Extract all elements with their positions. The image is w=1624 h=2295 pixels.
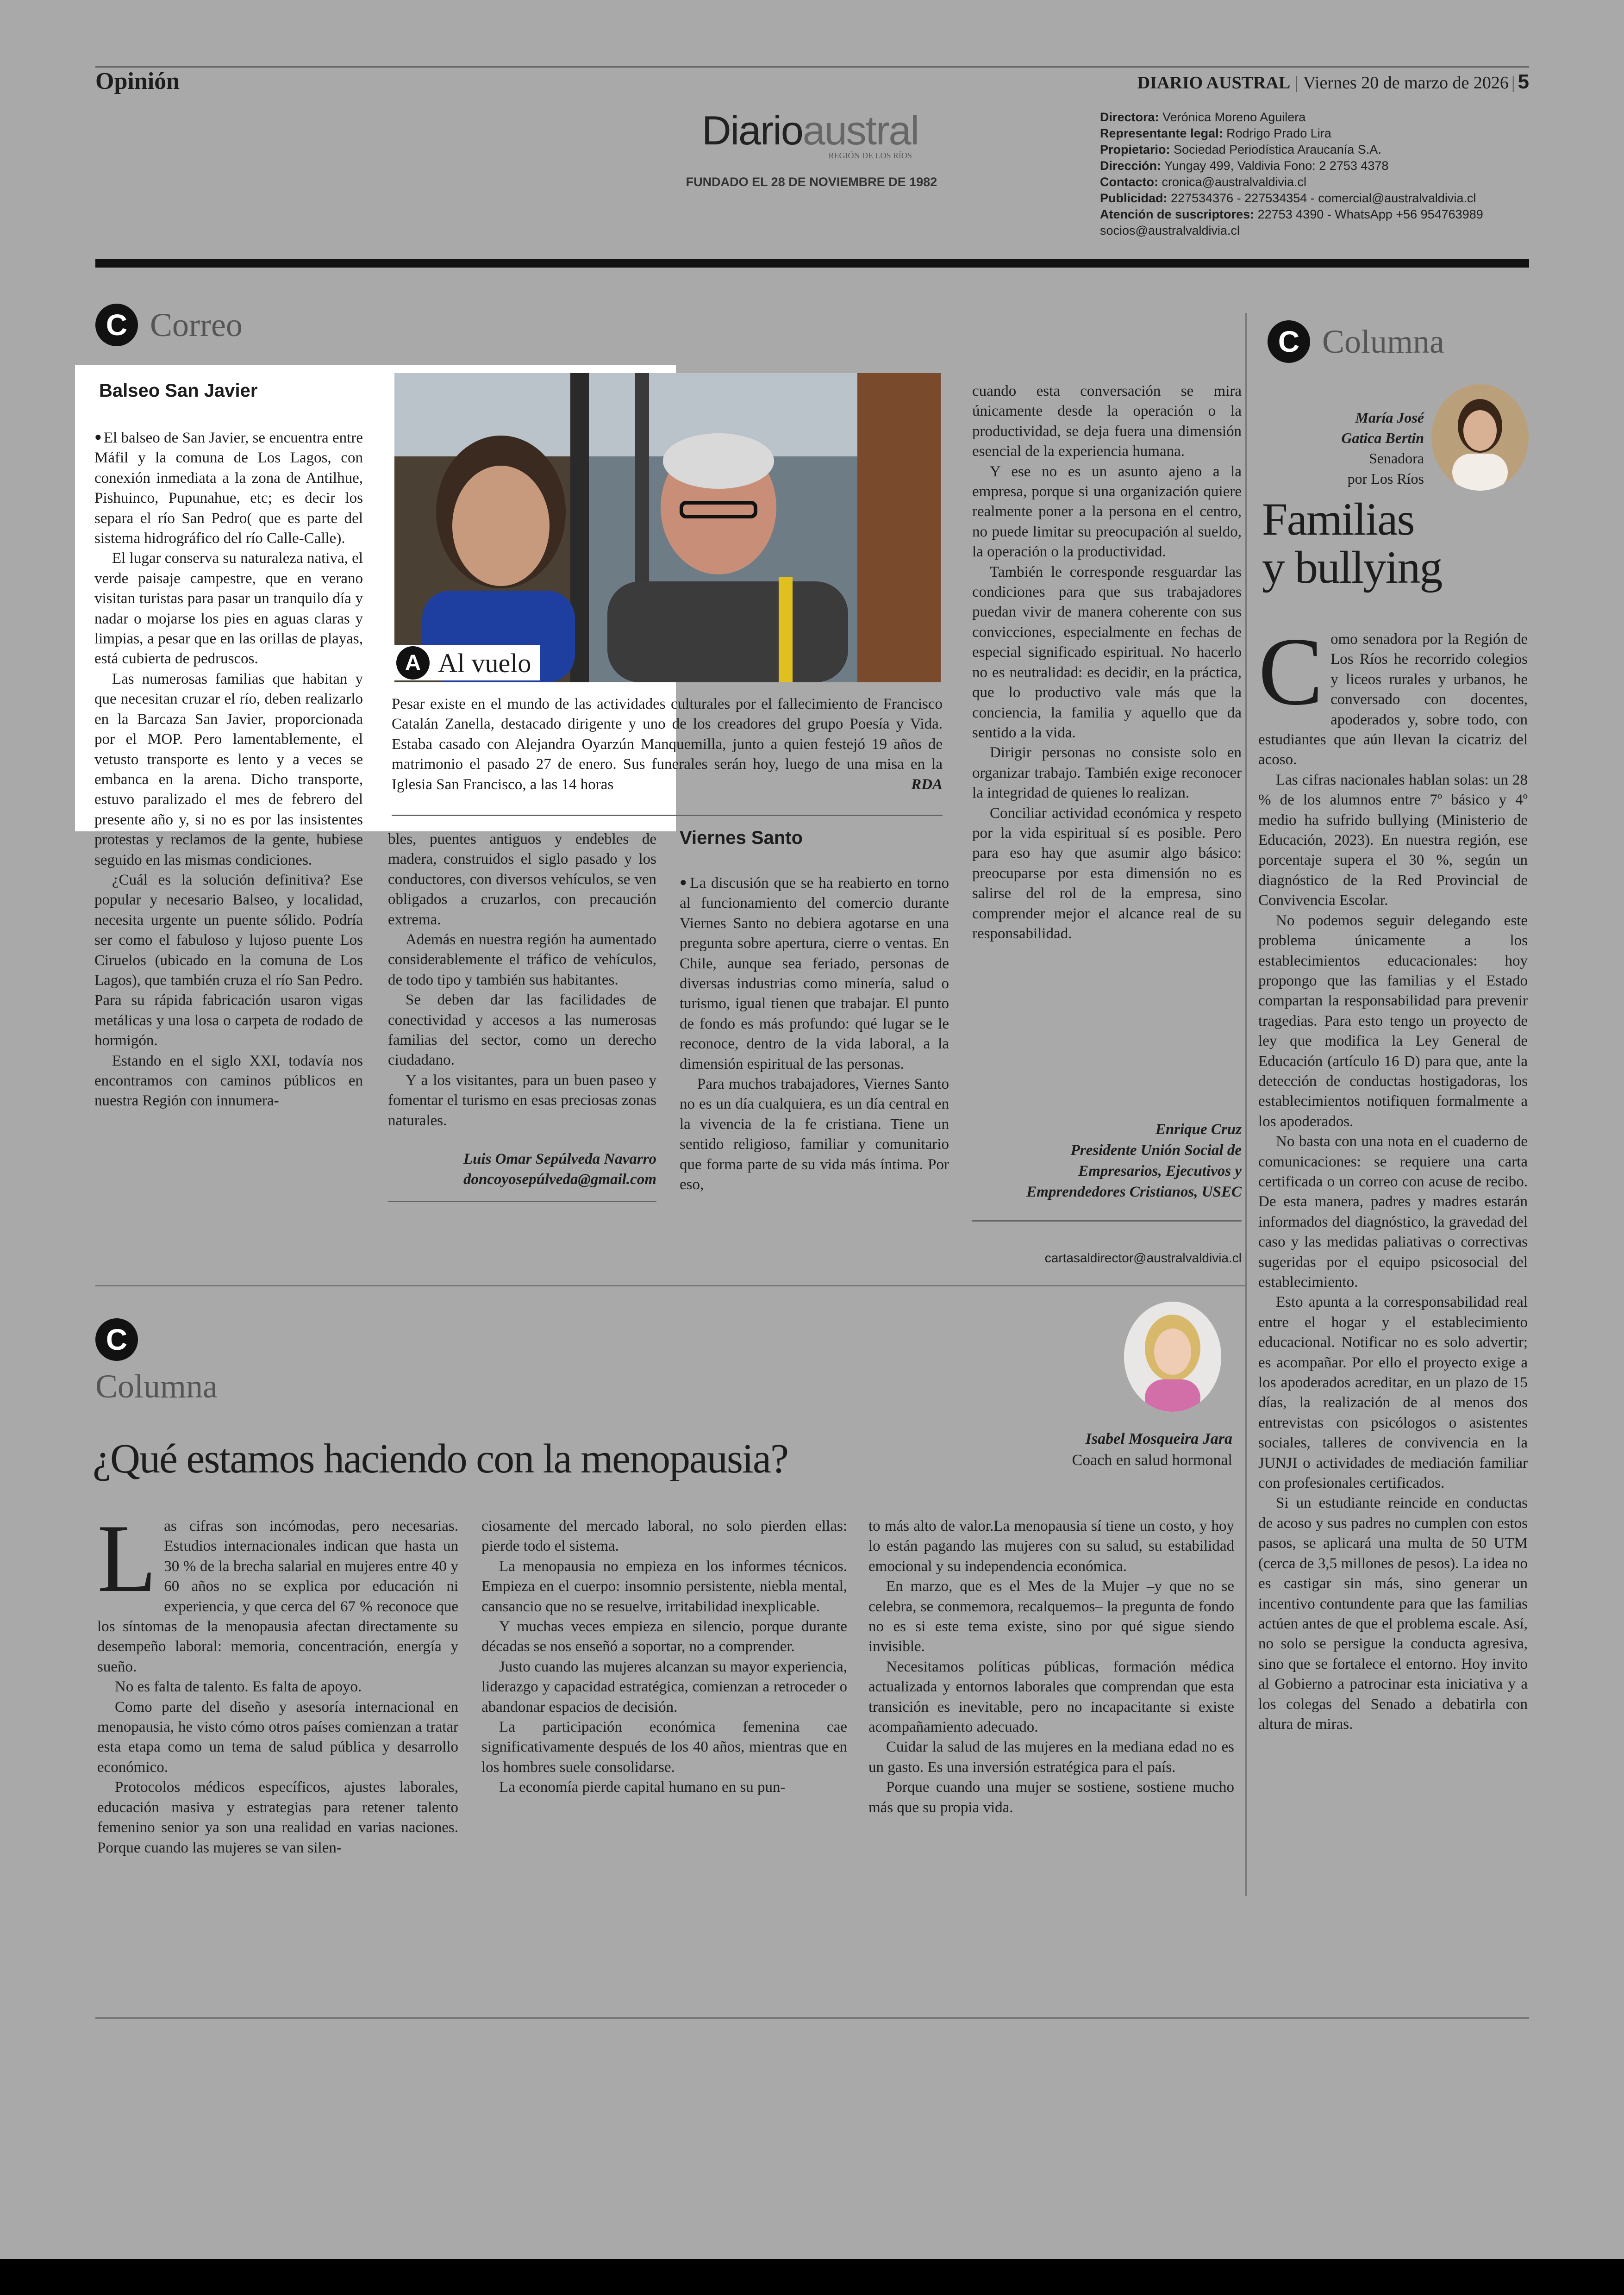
signature-rule [388, 1201, 656, 1202]
paragraph: Además en nuestra región ha aumentado considerablemente el tráfico de vehículos, de todo tipo y también sus habitantes. [388, 931, 656, 988]
bottom-col-2 [481, 1516, 847, 1798]
bottom-columna-head [95, 1318, 218, 1406]
letter-signature: Luis Omar Sepúlveda Navarro [463, 1151, 656, 1168]
paragraph: Cuidar la salud de las mujeres en la mediana edad no es un gasto. Es una inversión estratégica para el país. [868, 1739, 1234, 1776]
drop-cap: C [1258, 618, 1324, 725]
author-box [926, 1428, 1232, 1471]
paragraph: También le corresponde resguardar las condiciones para que sus trabajadores puedan vivir de manera coherente con sus convicciones, especialmente en fechas de especial significado espiritual. No hacerlo no es neutralidad: es decidir, en la práctica, que lo productivo vale más que la conciencia, la familia y aquello que da sentido a la vida. [972, 563, 1242, 741]
issue-date: Viernes 20 de marzo de 2026 [1303, 73, 1509, 93]
paragraph: Necesitamos políticas públicas, formación médica actualizada y entornos laborales que comprendan que esta transición es inevitable, pero no incapacitante si existe acompañamiento adecuado. [868, 1658, 1234, 1736]
drop-cap: L [97, 1505, 157, 1612]
paragraph: Conciliar actividad económica y respeto por la vida espiritual sí es posible. Pero para eso hay que asumir algo básico: preocuparse por esta dimensión no es salirse del rol de la empresa, sino comprender mejor el alcance real de su responsabilidad. [972, 804, 1242, 942]
column-title: ¿Qué estamos haciendo con la menopausia? [93, 1436, 788, 1482]
column-title [1262, 495, 1530, 592]
staff-line: Propietario: Sociedad Periodística Araucanía S.A. [1100, 143, 1381, 156]
author-name: María José [1355, 409, 1424, 426]
section-label: Correo [150, 306, 243, 343]
author-initials: RDA [911, 776, 943, 793]
section-badge: C [95, 304, 138, 346]
section-rule [95, 1285, 1246, 1286]
letter-1-col-2 [388, 829, 656, 1202]
column-divider [1245, 313, 1247, 1896]
al-vuelo-label-box [394, 645, 540, 680]
letter-title: Balseo San Javier [99, 380, 258, 401]
paragraph: Se deben dar las facilidades de conectividad y accesos a las numerosas familias del sector, como un derecho ciudadano. [388, 992, 656, 1069]
paragraph: ¿Cuál es la solución definitiva? Ese popular y necesario Balseo, y localidad, necesita urgente un puente sólido. Podría ser como el fabuloso y lujoso puente Los Ciruelos (ubicado en la comuna de Los Lagos), que también cruza el río San Pedro. Para su rápida fabricación usaron vigas metálicas y una losa o carpeta de rodado de hormigón. [94, 871, 363, 1049]
right-columna-head [1268, 320, 1444, 363]
contact-email: cartasaldirector@australvaldivia.cl [1044, 1251, 1242, 1265]
signature-line: Emprendedores Cristianos, USEC [1026, 1184, 1242, 1200]
paragraph: Pesar existe en el mundo de las actividades culturales por el fallecimiento de Francisco Catalán Zanella, destacado dirigente y uno de los creadores del grupo Poesía y Vida. Estaba casado con Alejandra Oyarzún Manquemilla, junto a quien festejó 19 años de matrimonio el pasado 27 de enero. Sus funerales serán hoy, luego de una misa en la Iglesia San Francisco, a las 14 horas RDA [392, 694, 943, 795]
paragraph: Como parte del diseño y asesoría internacional en menopausia, he visto cómo otros países comienzan a tratar esta etapa como un tema de salud pública y desarrollo económico. [97, 1698, 458, 1776]
paragraph: Y a los visitantes, para un buen paseo y fomentar el turismo en esas preciosas zonas naturales. [388, 1072, 656, 1129]
author-role: por Los Ríos [1347, 470, 1424, 487]
letter-1-col-1 [94, 427, 363, 1111]
bottom-col-3 [868, 1516, 1234, 1818]
letter-title: Viernes Santo [680, 828, 803, 848]
logo-word-light: austral [802, 107, 918, 153]
al-vuelo-badge: A [396, 646, 430, 680]
signature-line: Empresarios, Ejecutivos y [1078, 1163, 1242, 1179]
paragraph: El lugar conserva su naturaleza nativa, el verde paisaje campestre, que en verano visitan turistas para pasar un tranquilo día y nadar o mojarse los pies en aguas claras y limpias, a pesar que en las orillas de playas, está cubierta de pedruscos. [94, 550, 363, 667]
author-role: Senadora [1368, 450, 1424, 467]
title-line: y bullying [1262, 542, 1442, 593]
contact-rule [972, 1220, 1242, 1222]
letter-2-col-2 [972, 381, 1242, 944]
staff-box [1100, 109, 1517, 239]
author-name: Isabel Mosqueira Jara [1085, 1430, 1232, 1447]
avatar-illustration [1124, 1302, 1221, 1412]
al-vuelo-photo [394, 373, 941, 682]
author-avatar [1431, 384, 1529, 491]
author-name: Gatica Bertin [1341, 430, 1424, 446]
avatar-illustration [1431, 384, 1529, 491]
bottom-black-bar [0, 2259, 1624, 2295]
paragraph: La participación económica femenina cae significativamente después de los 40 años, mientras que en los hombres suele consolidarse. [481, 1719, 847, 1776]
paragraph: ● La discusión que se ha reabierto en torno al funcionamiento del comercio durante Viernes Santo no debiera agotarse en una pregunta sobre apertura, cierre o ventas. En Chile, aunque sea feriado, personas de diversas industrias como minería, salud o turismo, igual tienen que trabajar. El punto de fondo es más profundo: qué lugar se le reconoce, dentro de la vida laboral, a la dimensión espiritual de las personas. [680, 872, 949, 1074]
footer-rule [95, 2017, 1529, 2019]
staff-line: Representante legal: Rodrigo Prado Lira [1100, 126, 1331, 140]
letter-2-col-1 [680, 872, 949, 1195]
paragraph: Las cifras son incómodas, pero necesarias. Estudios internacionales indican que hasta un 30 % de la brecha salarial en mujeres entre 40 y 60 años no se explica por educación ni experiencia, y que cerca del 67 % reconoce que los síntomas de la menopausia afectan directamente su desempeño laboral: memoria, concentración, energía y sueño. [97, 1505, 458, 1675]
section-badge: C [95, 1318, 138, 1361]
paragraph: ciosamente del mercado laboral, no solo pierden ellas: pierde todo el sistema. [481, 1518, 847, 1555]
section-label: Columna [1322, 323, 1444, 360]
paragraph: Las cifras nacionales hablan solas: un 28 % de los alumnos entre 7º básico y 4º medio ha sufrido bullying (Ministerio de Educación, 2023). En nuestra región, ese porcentaje supera el 30 %, según un diagnóstico de la Red Provincial de Convivencia Escolar. [1258, 771, 1528, 909]
al-vuelo-label: Al vuelo [438, 648, 531, 678]
page-number: 5 [1518, 70, 1529, 93]
paragraph: No es falta de talento. Es falta de apoyo. [115, 1678, 362, 1696]
staff-line: Publicidad: 227534376 - 227534354 - comercial@australvaldivia.cl [1100, 191, 1476, 205]
masthead-name: DIARIO AUSTRAL [1137, 73, 1291, 93]
staff-line: Dirección: Yungay 499, Valdivia Fono: 2 2753 4378 [1100, 159, 1389, 173]
paragraph: ● El balseo de San Javier, se encuentra entre Máfil y la comuna de Los Lagos, con conexión inmediata a la zona de Antilhue, Pishuinco, Pupunahue, etc; es decir los separa el río San Pedro( que es parte del sistema hidrográfico del río Calle-Calle). [94, 427, 363, 549]
staff-line: Directora: Verónica Moreno Aguilera [1100, 110, 1306, 124]
right-column-body [1258, 618, 1528, 1734]
header-thick-rule [95, 259, 1529, 268]
paragraph: Y muchas veces empieza en silencio, porque durante décadas se nos enseñó a soportar, no a comprender. [481, 1618, 847, 1655]
section-name: Opinión [95, 68, 180, 94]
paragraph: Si un estudiante reincide en conductas de acoso y sus padres no cumplen con estos pasos, se aplicará una multa de 50 UTM (cerca de 3,5 millones de pesos). La idea no es castigar sin más, sino generar un incentivo contundente para que las familias actúen antes de que el problema escale. Así, no solo se persigue la conducta agresiva, sino que se fortalece el entorno. Hoy invito al Gobierno a patrocinar esta iniciativa y a los colegas del Senado a debatirla con altura de miras. [1258, 1495, 1528, 1733]
paragraph: Y ese no es un asunto ajeno a la empresa, porque si una organización quiere realmente poner a la persona en el centro, no puede limitar su preocupación al sueldo, la operación o la productividad. [972, 463, 1242, 561]
author-box [1305, 407, 1424, 489]
staff-line: socios@australvaldivia.cl [1100, 224, 1240, 237]
paragraph: Las numerosas familias que habitan y que necesitan cruzar el río, deben realizarlo en la Barcaza San Javier, proporcionada por el MOP. Pero lamentablemente, el vetusto transporte es lento y a veces se embanca en la arena. Dicho transporte, estuvo paralizado el mes de febrero del presente año y, si no es por las insistentes protestas y reclamos de la gente, hubiese seguido en las mismas condiciones. [94, 670, 363, 868]
section-label: Columna [95, 1368, 218, 1405]
staff-line: Atención de suscriptores: 22753 4390 - WhatsApp +56 954763989 [1100, 207, 1483, 221]
top-rule [95, 66, 1529, 68]
letter-email: doncoyosepúlveda@gmail.com [463, 1171, 656, 1188]
page-folio: DIARIO AUSTRAL | Viernes 20 de marzo de 2026 | 5 [1137, 70, 1529, 93]
author-role: Coach en salud hormonal [1072, 1452, 1232, 1469]
paragraph: Dirigir personas no consiste solo en organizar trabajo. También exige reconocer la integridad de quienes lo realizan. [972, 744, 1242, 802]
paragraph: La menopausia no empieza en los informes técnicos. Empieza en el cuerpo: insomnio persistente, niebla mental, cansancio que no se resuelve, irritabilidad inexplicable. [481, 1558, 847, 1615]
author-avatar [1124, 1302, 1221, 1412]
correo-section-head [95, 304, 243, 346]
paragraph: Como senadora por la Región de Los Ríos he recorrido colegios y liceos rurales y urbanos, he conversado con docentes, apoderados y, sobre todo, con estudiantes que aún llevan la cicatriz del acoso. [1258, 618, 1528, 768]
logo [699, 107, 921, 161]
signature-line: Enrique Cruz [1155, 1121, 1242, 1138]
photo-illustration [394, 373, 941, 682]
paragraph: No podemos seguir delegando este problema únicamente a los establecimientos educacionales: hoy propongo que las familias y el Estado compartan la responsabilidad para prevenir tragedias. Para esto tengo un proyecto de ley que modifica la Ley General de Educación (artículo 16 D) para que, ante la detección de conductas hostigadoras, los establecimientos notifiquen formalmente a los apoderados. [1258, 912, 1528, 1130]
paragraph: En marzo, que es el Mes de la Mujer –y que no se celebra, se conmemora, recalquemos– la pregunta de fondo no es si este tema existe, sino por qué sigue siendo invisible. [868, 1578, 1234, 1655]
paragraph: cuando esta conversación se mira únicamente desde la operación o la productividad, se deja fuera una dimensión esencial de la experiencia humana. [972, 383, 1242, 460]
logo-region: REGIÓN DE LOS RÍOS [828, 151, 912, 160]
bottom-col-1 [97, 1505, 458, 1858]
paragraph: bles, puentes antiguos y endebles de madera, construidos el siglo pasado y los conductores, con diversos vehículos, se ven obligados a cruzarlos, con precaución extrema. [388, 831, 656, 928]
logo-word-strong: Diario [702, 107, 803, 153]
letter-2-signature [972, 1119, 1242, 1203]
paragraph: Esto apunta a la corresponsabilidad real entre el hogar y el establecimiento educacional. Notificar no es solo advertir; es acompañar. Por ello el proyecto exige a los apoderados acreditar, en un plazo de 15 días, la realización de al menos dos entrevistas con psicólogos o asistentes sociales, talleres de convivencia en la JUNJI o actividades de mediación familiar con profesionales certificados. [1258, 1294, 1528, 1492]
section-badge: C [1268, 320, 1310, 363]
al-vuelo-text [392, 694, 943, 795]
paragraph: Protocolos médicos específicos, ajustes laborales, educación masiva y estrategias para retener talento femenino senior ya son una realidad en varias naciones. Porque cuando las mujeres se van silen- [97, 1779, 458, 1856]
paragraph: No basta con una nota en el cuaderno de comunicaciones: se requiere una carta certificada o un correo con acuse de recibo. De esta manera, padres y madres estarán informados del diagnóstico, la gravedad del caso y las medidas paliativas o correctivas sugeridas por el equipo psicosocial del establecimiento. [1258, 1133, 1528, 1291]
paragraph: Para muchos trabajadores, Viernes Santo no es un día cualquiera, es un día central en la vivencia de la fe cristiana. Tiene un sentido religioso, familiar y comunitario que forma parte de su vida más íntima. Por eso, [680, 1076, 949, 1193]
signature-line: Presidente Unión Social de [1070, 1142, 1242, 1159]
paragraph: Justo cuando las mujeres alcanzan su mayor experiencia, liderazgo y capacidad estratégica, comienzan a retroceder o abandonar espacios de decisión. [481, 1658, 847, 1715]
staff-line: Contacto: cronica@australvaldivia.cl [1100, 175, 1307, 189]
founded-line: FUNDADO EL 28 DE NOVIEMBRE DE 1982 [686, 175, 937, 189]
al-vuelo-rule [392, 815, 943, 816]
title-line: Familias [1262, 493, 1414, 545]
paragraph: Estando en el siglo XXI, todavía nos encontramos con caminos públicos en nuestra Región con innumera- [94, 1052, 363, 1110]
paragraph: Porque cuando una mujer se sostiene, sostiene mucho más que su propia vida. [868, 1779, 1234, 1816]
paragraph: La economía pierde capital humano en su pun- [499, 1779, 786, 1796]
paragraph: to más alto de valor.La menopausia sí tiene un costo, y hoy lo están pagando las mujeres con su salud, su estabilidad emocional y su independencia económica. [868, 1518, 1234, 1575]
